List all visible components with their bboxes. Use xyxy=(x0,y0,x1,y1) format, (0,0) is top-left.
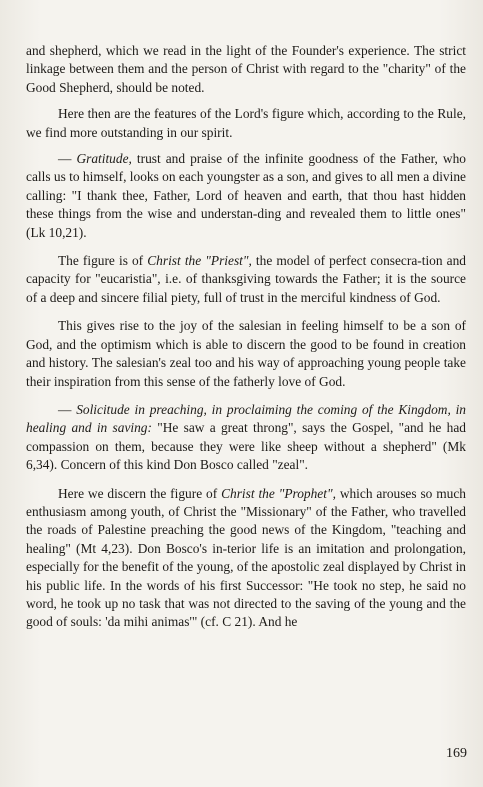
p4-seg-2: the model of perfect consecra-tion and capacity for "eucaristia", i.e. of thanksgiving towards the Father; it is the source of a deep and sincere filial piety, full of trust in the merciful kindness of God. xyxy=(26,253,466,305)
p6-seg-1: Solicitude in preaching, in proclaiming the coming of the Kingdom, in healing and in saving: xyxy=(26,401,466,436)
p4-seg-0: The figure is of xyxy=(58,253,148,269)
body-text xyxy=(26,42,466,632)
p3-seg-1: Gratitude, xyxy=(76,151,132,167)
p7-seg-0: Here we discern the figure of xyxy=(58,485,222,501)
p2-seg-0: Here then are the features of the Lord's figure which, according to the Rule, we find more outstanding in our spirit. xyxy=(26,106,466,140)
p3-seg-2: trust and praise of the infinite goodness of the Father, who calls us to himself, looks on each youngster as a son, and gives to all men a divine calling: "I thank thee, Father, Lord of heaven and earth, that thou hast hidden these things from the wise and understan-ding and revealed them to little ones" (Lk 10,21). xyxy=(26,151,466,240)
paragraph-7 xyxy=(26,485,466,632)
p1-seg-0: and shepherd, which we read in the light of the Founder's experience. The strict linkage between them and the person of Christ with regard to the "charity" of the Good Shepherd, should be noted. xyxy=(26,43,466,95)
paragraph-3 xyxy=(26,150,466,242)
p7-seg-1: Christ the "Prophet", xyxy=(221,485,336,501)
paragraph-1 xyxy=(26,42,466,97)
p4-seg-1: Christ the "Priest", xyxy=(147,253,252,269)
page-number: 169 xyxy=(446,746,467,761)
p5-seg-0: This gives rise to the joy of the salesian in feeling himself to be a son of God, and the optimism which is able to discern the good to be found in creation and history. The salesian's zeal too and his way of approaching young people take their inspiration from this sense of the fatherly love of God. xyxy=(26,318,466,389)
paragraph-4 xyxy=(26,252,466,307)
p7-seg-2: which arouses so much enthusiasm among youth, of Christ the "Missionary" of the Father, who travelled the roads of Palestine preaching the good news of the Kingdom, "teaching and healing" (Mt 4,23). Don Bosco's in-terior life is an imitation and prolongation, especially for the benefit of the young, of the apostolic zeal displayed by Christ in his public life. In the words of his first Successor: "He took no step, he said no word, he took up no task that was not directed to the saving of the young and the good of souls: 'da mihi animas'" (cf. C 21). And he xyxy=(26,485,467,630)
p6-seg-0: — xyxy=(58,401,77,417)
paragraph-2 xyxy=(26,105,466,142)
paragraph-5 xyxy=(26,317,466,391)
paragraph-6 xyxy=(26,401,466,475)
p6-seg-2: "He saw a great throng", says the Gospel, "and he had compassion on them, because they were like sheep without a shepherd" (Mk 6,34). Concern of this kind Don Bosco called "zeal". xyxy=(26,420,466,473)
p3-seg-0: — xyxy=(58,151,77,167)
